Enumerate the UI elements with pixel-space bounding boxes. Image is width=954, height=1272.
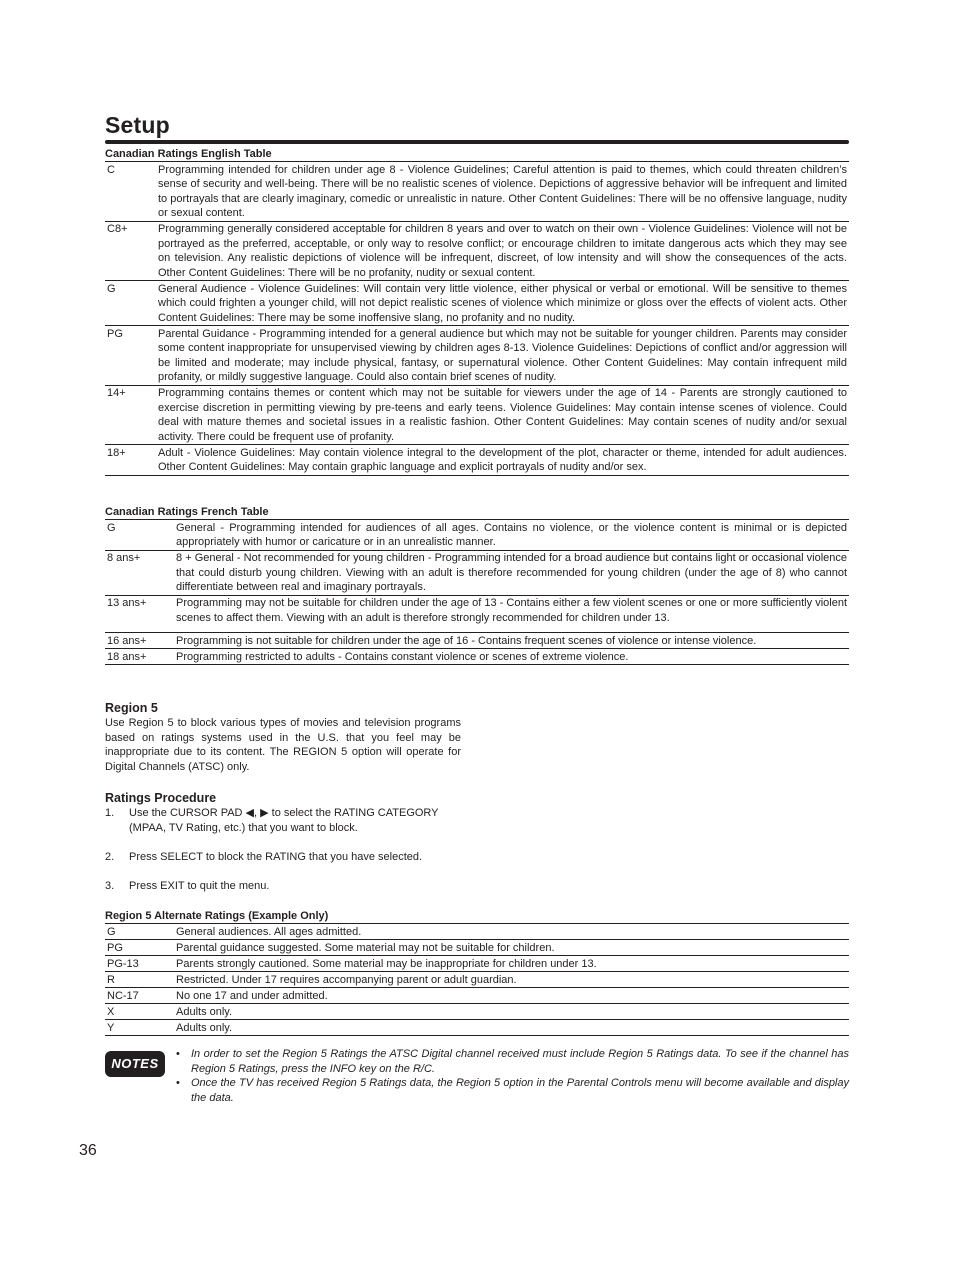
rating-description: General - Programming intended for audiences of all ages. Contains no violence, or the violence content is minimal or is depicted appropriately with humor or caricature or in an unrealistic manner. [176,521,847,548]
rating-code: 18+ [105,445,158,476]
rating-description: General Audience - Violence Guidelines: Will contain very little violence, either physical or verbal or emotional. Will be sensitive to themes which could frighten a younger child, will not depict realistic scenes of violence which minimize or gloss over the effects of violent acts. Other Content Guidelines: There may be some inoffensive slang, no profanity and no nudity. [158,282,847,324]
rating-description: Programming intended for children under age 8 - Violence Guidelines; Careful attention is paid to themes, which could threaten children’s sense of security and well-being. There will be no realistic scenes of violence. Depictions of aggressive behavior will be infrequent and limited to portrayals that are clearly imaginary, comedic or unrealistic in nature. Other Content Guidelines: There will be no offensive language, nudity or sexual content. [158,163,847,219]
rating-description: Programming may not be suitable for children under the age of 13 - Contains either a few violent scenes or one or more sufficiently violent scenes to affect them. Viewing with an adult is therefore strongly recommended for children under 13. [176,595,849,633]
rating-code: G [105,924,174,940]
region5-section [105,700,461,774]
french-ratings-section [105,505,849,665]
note-item [176,1047,849,1076]
title-rule [105,140,849,144]
rating-code: C [105,162,158,222]
step-text: Use the CURSOR PAD ◀, ▶ to select the RATING CATEGORY (MPAA, TV Rating, etc.) that you want to block. [129,807,439,834]
note-text: In order to set the Region 5 Ratings the ATSC Digital channel received must include Region 5 Ratings data. To see if the channel has Region 5 Ratings, press the INFO key on the R/C. [191,1048,849,1075]
rating-code: G [105,281,158,326]
table-row [105,385,849,445]
rating-code: C8+ [105,221,158,281]
table-row [105,956,849,972]
notes-list [176,1047,849,1105]
table-row [105,281,849,326]
french-table-title: Canadian Ratings French Table [105,506,269,518]
table-row [105,550,849,595]
table-row [105,326,849,386]
rating-description: General audiences. All ages admitted. [174,924,849,940]
ratings-procedure-section [105,790,465,894]
table-row [105,972,849,988]
bullet-icon: • [176,1048,180,1060]
table-row [105,520,849,551]
rating-code: 13 ans+ [105,595,176,633]
rating-description: Programming generally considered acceptable for children 8 years and over to watch on their own - Violence Guidelines: Violence will not be portrayed as the preferred, acceptable, or only way to resolve conflict; or encourage children to imitate dangerous acts which they may see on television. Any realistic depictions of violence will be infrequent, discreet, of low intensity and will show the consequences of the acts. Other Content Guidelines: There will be no profanity, nudity or sexual content. [158,223,847,279]
rating-description: No one 17 and under admitted. [174,988,849,1004]
table-row [105,1020,849,1036]
table-row [105,940,849,956]
step-number: 2. [105,850,115,863]
rating-description: Adult - Violence Guidelines: May contain violence integral to the development of the plot, character or theme, intended for adult audiences. Other Content Guidelines: May contain graphic language and explicit portrayals of nudity and/or sex. [158,446,847,473]
region5-body: Use Region 5 to block various types of movies and television programs based on ratings systems used in the U.S. that you feel may be inappropriate due to its content. The REGION 5 option will operate for Digital Channels (ATSC) only. [105,717,461,773]
page-number: 36 [79,1142,97,1159]
english-ratings-section [105,147,849,476]
rating-description: Parents strongly cautioned. Some material may be inappropriate for children under 13. [174,956,849,972]
english-table-title: Canadian Ratings English Table [105,148,272,160]
rating-code: G [105,520,176,551]
rating-code: PG-13 [105,956,174,972]
rating-description: Programming contains themes or content which may not be suitable for viewers under the age of 14 - Parents are strongly cautioned to exercise discretion in permitting viewing by pre-teens and early teens. Violence Guidelines: May contain intense scenes of violence. Could deal with mature themes and societal issues in a realistic fashion. Other Content Guidelines: May contain scenes of nudity and/or sexual activity. There could be frequent use of profanity. [158,387,847,443]
step-text: Press SELECT to block the RATING that you have selected. [129,850,423,863]
rating-code: 8 ans+ [105,550,176,595]
rating-code: R [105,972,174,988]
step-number: 3. [105,879,115,892]
table-row [105,1004,849,1020]
rating-code: PG [105,940,174,956]
table-row [105,988,849,1004]
table-row [105,924,849,940]
procedure-step [105,806,465,835]
rating-description: Adults only. [174,1020,849,1036]
page-title: Setup [105,112,170,138]
step-number: 1. [105,807,115,819]
step-text: Press EXIT to quit the menu. [129,879,270,892]
rating-description: Parental Guidance - Programming intended for a general audience but which may not be suitable for younger children. Parents may consider some content inappropriate for unsupervised viewing by children ages 8-13. Violence Guidelines: Depictions of conflict and/or aggression will be limited and moderate; may include physical, fantasy, or supernatural violence. Other Content Guidelines: May contain infrequent mild profanity, or mildly suggestive language. Could also contain brief scenes of nudity. [158,327,847,383]
rating-code: Y [105,1020,174,1036]
notes-badge-label: NOTES [111,1056,159,1071]
rating-code: 18 ans+ [105,649,176,665]
notes-badge [105,1051,165,1077]
note-item [176,1076,849,1105]
bullet-icon: • [176,1077,180,1090]
rating-description: Adults only. [174,1004,849,1020]
procedure-steps [105,806,465,894]
table-row [105,633,849,649]
alternate-ratings-table [105,923,849,1036]
procedure-step [105,879,465,894]
rating-code: 16 ans+ [105,633,176,649]
rating-description: 8 + General - Not recommended for young children - Programming intended for a broad audience but contains light or occasional violence that could disturb young children. Viewing with an adult is therefore recommended for young children (under the age of 8) who cannot differentiate between real and imaginary portrayals. [176,552,847,593]
table-row [105,649,849,665]
procedure-heading: Ratings Procedure [105,791,217,805]
french-ratings-table [105,519,849,665]
table-row [105,595,849,633]
alternate-ratings-section [105,909,849,1036]
rating-description: Parental guidance suggested. Some material may not be suitable for children. [174,940,849,956]
rating-description: Programming is not suitable for children under the age of 16 - Contains frequent scenes of violence or intense violence. [176,633,849,649]
region5-heading: Region 5 [105,701,158,715]
rating-code: PG [105,326,158,386]
table-row [105,162,849,222]
rating-description: Restricted. Under 17 requires accompanying parent or adult guardian. [174,972,849,988]
table-row [105,445,849,476]
alternate-table-title: Region 5 Alternate Ratings (Example Only) [105,910,329,922]
note-text: Once the TV has received Region 5 Ratings data, the Region 5 option in the Parental Controls menu will become available and display the data. [191,1077,849,1104]
rating-code: X [105,1004,174,1020]
procedure-step [105,850,465,865]
table-row [105,221,849,281]
rating-code: NC-17 [105,988,174,1004]
rating-description: Programming restricted to adults - Contains constant violence or scenes of extreme violence. [176,649,849,665]
english-ratings-table [105,161,849,476]
rating-code: 14+ [105,385,158,445]
